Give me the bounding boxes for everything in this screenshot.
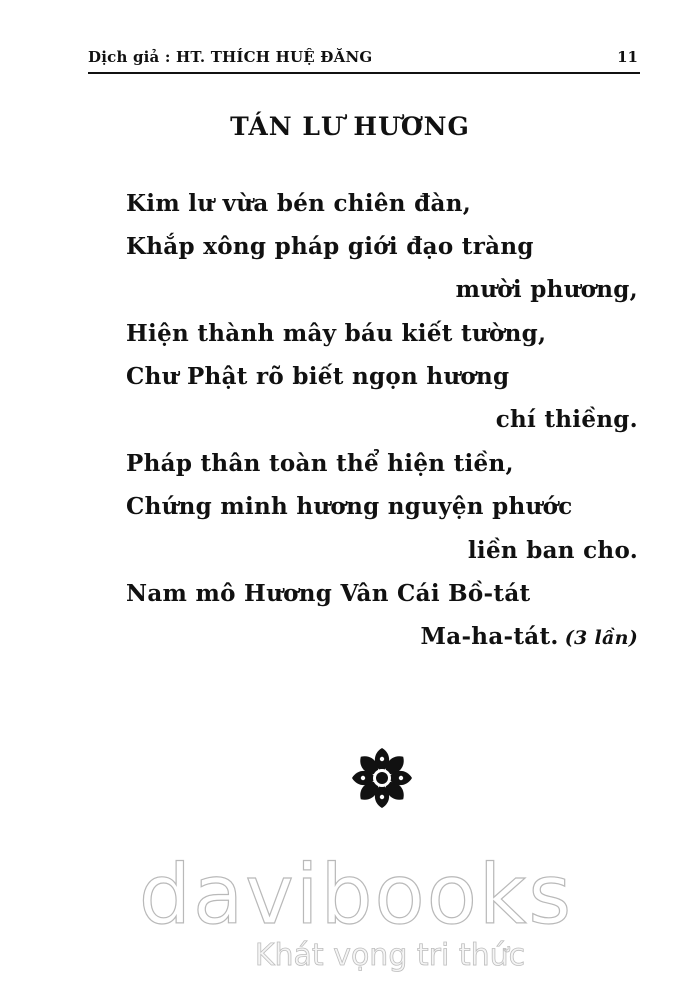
flower-ornament-icon [350, 746, 414, 810]
verse-line-4: Chư Phật rõ biết ngọn hương [126, 363, 510, 390]
page-number: 11 [617, 48, 638, 66]
verse-line-1: Kim lư vừa bén chiên đàn, [126, 190, 472, 217]
watermark-slogan: Khát vọng tri thức [254, 938, 526, 973]
verse-line-6-continued: liền ban cho. [467, 537, 638, 564]
verse-line-4-continued: chí thiềng. [495, 406, 638, 433]
translator-credit: Dịch giả : HT. THÍCH HUỆ ĐĂNG [88, 48, 373, 66]
verse-line-6: Chứng minh hương nguyện phước [126, 493, 573, 520]
verse-line-7-end: Ma-ha-tát. [420, 623, 559, 650]
verse-line-5: Pháp thân toàn thể hiện tiền, [126, 450, 514, 477]
verse-line-3: Hiện thành mây báu kiết tường, [126, 320, 547, 347]
watermark-brand: davibooks [138, 848, 574, 943]
verse-line-7: Nam mô Hương Vân Cái Bồ-tát [126, 580, 531, 607]
verse-line-7-continued [420, 623, 638, 650]
repeat-note: (3 lần) [564, 627, 638, 649]
verse-line-2: Khắp xông pháp giới đạo tràng [126, 233, 534, 260]
page-title: TÁN LƯ HƯƠNG [230, 112, 470, 141]
running-header [88, 48, 640, 74]
verse-line-2-continued: mười phương, [455, 276, 638, 303]
